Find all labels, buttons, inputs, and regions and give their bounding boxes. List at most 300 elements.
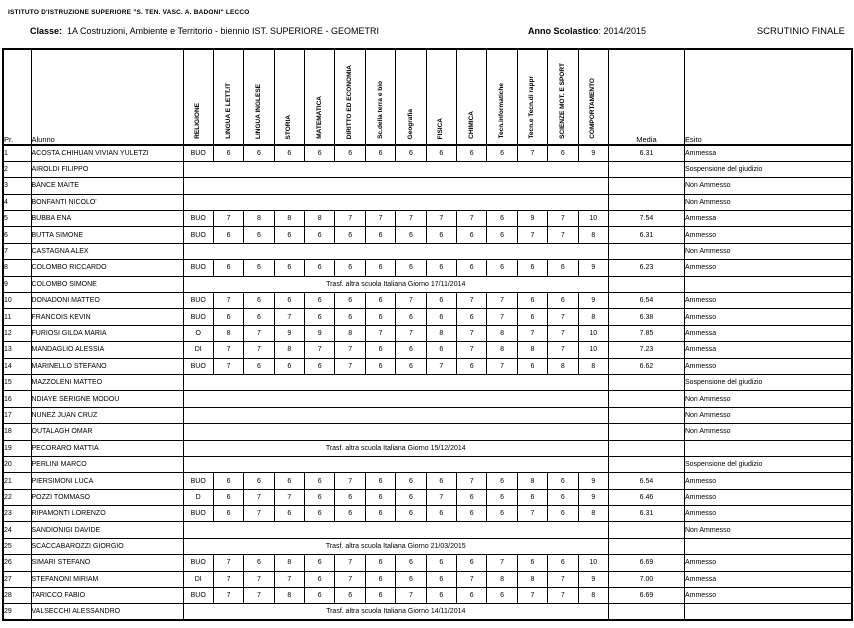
grade-cell: 6 bbox=[487, 211, 517, 227]
grade-cell: 6 bbox=[396, 555, 426, 571]
empty-grades-cell bbox=[183, 374, 608, 390]
table-row bbox=[3, 604, 852, 620]
student-name-cell: AIROLDI FILIPPO bbox=[31, 161, 183, 177]
subject-header-label: CHIMICA bbox=[467, 111, 475, 139]
table-row bbox=[3, 391, 852, 407]
grade-cell: 7 bbox=[517, 325, 547, 341]
empty-grades-cell bbox=[183, 161, 608, 177]
media-cell: 6.69 bbox=[608, 588, 684, 604]
grade-cell: 7 bbox=[213, 555, 243, 571]
media-cell: 6.23 bbox=[608, 260, 684, 276]
grade-cell: 9 bbox=[578, 293, 608, 309]
grade-cell: 6 bbox=[426, 473, 456, 489]
grade-cell: 7 bbox=[548, 227, 578, 243]
subject-header-label: Tecn.informatiche bbox=[498, 83, 506, 139]
table-row bbox=[3, 342, 852, 358]
esito-cell: Non Ammesso bbox=[684, 194, 852, 210]
grade-cell: 8 bbox=[548, 358, 578, 374]
grade-cell: 6 bbox=[365, 555, 395, 571]
esito-cell: Ammesso bbox=[684, 506, 852, 522]
table-row bbox=[3, 211, 852, 227]
subject-header bbox=[517, 49, 547, 145]
grade-cell: 6 bbox=[396, 571, 426, 587]
grade-cell: 6 bbox=[335, 227, 365, 243]
pr-cell: 5 bbox=[3, 211, 31, 227]
scrutinio-title: SCRUTINIO FINALE bbox=[756, 26, 845, 37]
subject-header-label: Geografia bbox=[406, 108, 414, 139]
grade-cell: 6 bbox=[274, 473, 304, 489]
grade-cell: 9 bbox=[578, 571, 608, 587]
pr-cell: 24 bbox=[3, 522, 31, 538]
subject-header-label: Tecn.e Tecn.di rappr bbox=[528, 76, 536, 139]
grade-cell: 6 bbox=[517, 309, 547, 325]
media-cell bbox=[608, 604, 684, 620]
grade-cell: 7 bbox=[487, 293, 517, 309]
subject-header bbox=[335, 49, 365, 145]
grade-cell: 6 bbox=[244, 293, 274, 309]
grade-cell: 6 bbox=[457, 489, 487, 505]
student-name-cell: NUNEZ JUAN CRUZ bbox=[31, 407, 183, 423]
esito-cell: Sospensione del giudizio bbox=[684, 374, 852, 390]
esito-cell: Ammessa bbox=[684, 571, 852, 587]
grade-cell: 6 bbox=[335, 489, 365, 505]
grade-cell: 6 bbox=[548, 260, 578, 276]
grade-cell: 7 bbox=[426, 489, 456, 505]
transfer-cell: Trasf. altra scuola Italiana Giorno 15/12/2014 bbox=[183, 440, 608, 456]
pr-cell: 13 bbox=[3, 342, 31, 358]
subject-header bbox=[305, 49, 335, 145]
school-name: ISTITUTO D'ISTRUZIONE SUPERIORE "S. TEN. VASC. A. BADONI" LECCO bbox=[8, 9, 250, 16]
grade-cell: BUO bbox=[183, 506, 213, 522]
esito-cell: Non Ammesso bbox=[684, 391, 852, 407]
media-cell: 7.23 bbox=[608, 342, 684, 358]
grade-cell: 7 bbox=[274, 489, 304, 505]
grade-cell: 10 bbox=[578, 211, 608, 227]
grade-cell: 7 bbox=[548, 571, 578, 587]
esito-cell: Ammesso bbox=[684, 489, 852, 505]
grade-cell: 7 bbox=[335, 342, 365, 358]
table-row bbox=[3, 538, 852, 554]
grade-cell: 7 bbox=[335, 555, 365, 571]
student-name-cell: MAZZOLENI MATTEO bbox=[31, 374, 183, 390]
subject-header-label: LINGUA E LETT.IT bbox=[224, 83, 232, 139]
subject-header bbox=[396, 49, 426, 145]
grade-cell: 8 bbox=[578, 227, 608, 243]
grade-cell: 6 bbox=[244, 309, 274, 325]
grade-cell: 7 bbox=[396, 325, 426, 341]
grade-cell: 6 bbox=[305, 489, 335, 505]
grade-cell: 8 bbox=[274, 588, 304, 604]
pr-cell: 22 bbox=[3, 489, 31, 505]
grades-table bbox=[2, 48, 853, 621]
media-cell bbox=[608, 424, 684, 440]
grade-cell: 6 bbox=[426, 293, 456, 309]
student-name-cell: STEFANONI MIRIAM bbox=[31, 571, 183, 587]
grade-cell: 6 bbox=[487, 506, 517, 522]
grade-cell: 6 bbox=[517, 358, 547, 374]
grade-cell: 7 bbox=[335, 571, 365, 587]
empty-grades-cell bbox=[183, 391, 608, 407]
pr-cell: 11 bbox=[3, 309, 31, 325]
esito-cell: Ammessa bbox=[684, 211, 852, 227]
student-name-cell: MANDAGLIO ALESSIA bbox=[31, 342, 183, 358]
grade-cell: 8 bbox=[274, 211, 304, 227]
table-row bbox=[3, 424, 852, 440]
grade-cell: 9 bbox=[578, 145, 608, 161]
empty-grades-cell bbox=[183, 424, 608, 440]
grade-cell: 6 bbox=[365, 571, 395, 587]
grade-cell: 6 bbox=[517, 260, 547, 276]
media-cell: 6.38 bbox=[608, 309, 684, 325]
media-cell bbox=[608, 522, 684, 538]
student-name-cell: NDIAYE SERIGNE MODOU bbox=[31, 391, 183, 407]
grade-cell: 6 bbox=[365, 506, 395, 522]
grade-cell: 6 bbox=[487, 473, 517, 489]
subject-header-label: COMPORTAMENTO bbox=[589, 78, 597, 139]
grade-cell: 6 bbox=[426, 260, 456, 276]
media-cell bbox=[608, 374, 684, 390]
grade-cell: 6 bbox=[396, 358, 426, 374]
grade-cell: 6 bbox=[396, 309, 426, 325]
grade-cell: 6 bbox=[335, 506, 365, 522]
esito-cell: Ammesso bbox=[684, 588, 852, 604]
grade-cell: 8 bbox=[487, 571, 517, 587]
grade-cell: 6 bbox=[548, 506, 578, 522]
grade-cell: 7 bbox=[305, 342, 335, 358]
subject-header bbox=[213, 49, 243, 145]
subject-header-label: Sc.della terra e bio bbox=[376, 81, 384, 139]
esito-cell: Ammessa bbox=[684, 145, 852, 161]
grade-cell: 6 bbox=[396, 489, 426, 505]
table-row bbox=[3, 588, 852, 604]
grade-cell: 6 bbox=[396, 342, 426, 358]
grade-cell: 7 bbox=[548, 342, 578, 358]
grade-cell: 6 bbox=[305, 506, 335, 522]
grade-cell: 9 bbox=[517, 211, 547, 227]
grade-cell: 9 bbox=[578, 473, 608, 489]
esito-cell: Non Ammesso bbox=[684, 243, 852, 259]
grade-cell: 6 bbox=[517, 489, 547, 505]
subject-header-label: RELIGIONE bbox=[194, 103, 202, 139]
grade-cell: 7 bbox=[244, 325, 274, 341]
student-name-cell: BUBBA ENA bbox=[31, 211, 183, 227]
table-row bbox=[3, 161, 852, 177]
esito-cell bbox=[684, 276, 852, 292]
class-line bbox=[30, 26, 379, 36]
media-cell: 6.31 bbox=[608, 145, 684, 161]
grade-cell: 7 bbox=[213, 588, 243, 604]
student-name-cell: CASTAGNA ALEX bbox=[31, 243, 183, 259]
esito-cell: Ammesso bbox=[684, 309, 852, 325]
grade-cell: 6 bbox=[548, 555, 578, 571]
grade-cell: BUO bbox=[183, 555, 213, 571]
esito-cell: Sospensione del giudizio bbox=[684, 456, 852, 472]
student-name-cell: BONFANTI NICOLO' bbox=[31, 194, 183, 210]
grade-cell: 6 bbox=[274, 260, 304, 276]
pr-cell: 27 bbox=[3, 571, 31, 587]
empty-grades-cell bbox=[183, 243, 608, 259]
grade-cell: 8 bbox=[578, 358, 608, 374]
grade-cell: 6 bbox=[365, 309, 395, 325]
grade-cell: 6 bbox=[426, 309, 456, 325]
grade-cell: 7 bbox=[487, 358, 517, 374]
table-row bbox=[3, 473, 852, 489]
grade-cell: 6 bbox=[457, 309, 487, 325]
grade-cell: 7 bbox=[274, 309, 304, 325]
school-year-label: Anno Scolastico bbox=[528, 26, 599, 36]
media-cell: 6.54 bbox=[608, 473, 684, 489]
grade-cell: 6 bbox=[305, 555, 335, 571]
grade-cell: 6 bbox=[396, 506, 426, 522]
table-row bbox=[3, 407, 852, 423]
grade-cell: 8 bbox=[335, 325, 365, 341]
class-value: 1A Costruzioni, Ambiente e Territorio - biennio IST. SUPERIORE - GEOMETRI bbox=[67, 26, 379, 36]
grade-cell: 6 bbox=[365, 489, 395, 505]
table-row bbox=[3, 293, 852, 309]
grade-cell: DI bbox=[183, 342, 213, 358]
grade-cell: 6 bbox=[426, 342, 456, 358]
pr-cell: 8 bbox=[3, 260, 31, 276]
grade-cell: 6 bbox=[244, 358, 274, 374]
table-row bbox=[3, 555, 852, 571]
grade-cell: 6 bbox=[213, 145, 243, 161]
media-cell: 6.54 bbox=[608, 293, 684, 309]
grade-cell: 6 bbox=[426, 555, 456, 571]
grade-cell: 7 bbox=[457, 325, 487, 341]
grade-cell: 6 bbox=[274, 358, 304, 374]
grade-cell: 6 bbox=[305, 358, 335, 374]
grade-cell: 7 bbox=[365, 211, 395, 227]
media-cell: 7.54 bbox=[608, 211, 684, 227]
grade-cell: 6 bbox=[305, 145, 335, 161]
grade-cell: BUO bbox=[183, 473, 213, 489]
grade-cell: 6 bbox=[396, 260, 426, 276]
subject-header bbox=[244, 49, 274, 145]
student-name-cell: SIMARI STEFANO bbox=[31, 555, 183, 571]
esito-cell: Ammesso bbox=[684, 555, 852, 571]
empty-grades-cell bbox=[183, 194, 608, 210]
grade-cell: 7 bbox=[396, 293, 426, 309]
empty-grades-cell bbox=[183, 522, 608, 538]
pr-cell: 6 bbox=[3, 227, 31, 243]
student-name-cell: BANCE MAITE bbox=[31, 178, 183, 194]
grade-cell: 7 bbox=[244, 342, 274, 358]
pr-cell: 21 bbox=[3, 473, 31, 489]
subject-header-label: DIRITTO ED ECONOMIA bbox=[346, 64, 354, 139]
pr-cell: 26 bbox=[3, 555, 31, 571]
table-row bbox=[3, 456, 852, 472]
grade-cell: BUO bbox=[183, 588, 213, 604]
grade-cell: 8 bbox=[578, 588, 608, 604]
table-row bbox=[3, 145, 852, 161]
esito-cell: Ammesso bbox=[684, 227, 852, 243]
transfer-cell: Trasf. altra scuola Italiana Giorno 14/11/2014 bbox=[183, 604, 608, 620]
grade-cell: 6 bbox=[426, 145, 456, 161]
table-row bbox=[3, 276, 852, 292]
grade-cell: 6 bbox=[335, 145, 365, 161]
student-name-cell: SCACCABAROZZI GIORGIO bbox=[31, 538, 183, 554]
table-row bbox=[3, 227, 852, 243]
pr-cell: 17 bbox=[3, 407, 31, 423]
grade-cell: 7 bbox=[213, 358, 243, 374]
grade-cell: 9 bbox=[274, 325, 304, 341]
media-cell bbox=[608, 407, 684, 423]
grade-cell: 6 bbox=[335, 588, 365, 604]
grade-cell: 7 bbox=[396, 588, 426, 604]
subject-header bbox=[548, 49, 578, 145]
grade-cell: 6 bbox=[305, 571, 335, 587]
grade-cell: 6 bbox=[487, 145, 517, 161]
table-row bbox=[3, 325, 852, 341]
student-name-cell: RIPAMONTI LORENZO bbox=[31, 506, 183, 522]
transfer-cell: Trasf. altra scuola Italiana Giorno 17/11/2014 bbox=[183, 276, 608, 292]
grade-cell: 6 bbox=[244, 227, 274, 243]
esito-cell: Non Ammesso bbox=[684, 407, 852, 423]
esito-cell: Ammesso bbox=[684, 293, 852, 309]
grade-cell: 7 bbox=[457, 342, 487, 358]
table-row bbox=[3, 260, 852, 276]
esito-header: Esito bbox=[684, 49, 852, 145]
student-name-cell: PECORARO MATTIA bbox=[31, 440, 183, 456]
table-row bbox=[3, 522, 852, 538]
pr-cell: 14 bbox=[3, 358, 31, 374]
pr-cell: 29 bbox=[3, 604, 31, 620]
pr-cell: 2 bbox=[3, 161, 31, 177]
pr-cell: 4 bbox=[3, 194, 31, 210]
grade-cell: 6 bbox=[548, 293, 578, 309]
table-row bbox=[3, 571, 852, 587]
grade-cell: 6 bbox=[305, 293, 335, 309]
grade-cell: 6 bbox=[457, 145, 487, 161]
student-name-cell: POZZI TOMMASO bbox=[31, 489, 183, 505]
grade-cell: 6 bbox=[365, 227, 395, 243]
transfer-cell: Trasf. altra scuola Italiana Giorno 21/03/2015 bbox=[183, 538, 608, 554]
grade-cell: 6 bbox=[365, 145, 395, 161]
pr-cell: 10 bbox=[3, 293, 31, 309]
grade-cell: BUO bbox=[183, 293, 213, 309]
grade-cell: 6 bbox=[213, 227, 243, 243]
pr-cell: 12 bbox=[3, 325, 31, 341]
grade-cell: 7 bbox=[213, 293, 243, 309]
grade-cell: 6 bbox=[335, 309, 365, 325]
grade-cell: 6 bbox=[244, 555, 274, 571]
grade-cell: 6 bbox=[365, 293, 395, 309]
grade-cell: 7 bbox=[244, 506, 274, 522]
grade-cell: 8 bbox=[213, 325, 243, 341]
esito-cell: Ammessa bbox=[684, 342, 852, 358]
grade-cell: 6 bbox=[213, 309, 243, 325]
grade-cell: 7 bbox=[457, 211, 487, 227]
grade-cell: 8 bbox=[487, 342, 517, 358]
grade-cell: 7 bbox=[487, 309, 517, 325]
pr-cell: 9 bbox=[3, 276, 31, 292]
empty-grades-cell bbox=[183, 178, 608, 194]
school-year-line bbox=[528, 26, 646, 36]
table-row bbox=[3, 374, 852, 390]
grade-cell: 10 bbox=[578, 325, 608, 341]
media-cell bbox=[608, 161, 684, 177]
grade-cell: 7 bbox=[487, 555, 517, 571]
grade-cell: 7 bbox=[426, 211, 456, 227]
grade-cell: 7 bbox=[457, 473, 487, 489]
grade-cell: 6 bbox=[365, 342, 395, 358]
report-subheader bbox=[0, 26, 854, 40]
grade-cell: 7 bbox=[244, 571, 274, 587]
grade-cell: 8 bbox=[274, 555, 304, 571]
subject-header bbox=[426, 49, 456, 145]
subject-header bbox=[487, 49, 517, 145]
student-name-cell: MARINELLO STEFANO bbox=[31, 358, 183, 374]
subject-header-label: SCIENZE MOT. E SPORT bbox=[558, 63, 566, 139]
grade-cell: 7 bbox=[335, 473, 365, 489]
table-header-row bbox=[3, 49, 852, 145]
subject-header bbox=[365, 49, 395, 145]
student-name-cell: VALSECCHI ALESSANDRO bbox=[31, 604, 183, 620]
table-row bbox=[3, 309, 852, 325]
grade-cell: 6 bbox=[305, 260, 335, 276]
media-cell: 6.62 bbox=[608, 358, 684, 374]
grade-cell: 6 bbox=[274, 227, 304, 243]
subject-header bbox=[274, 49, 304, 145]
subject-header-label: MATEMATICA bbox=[315, 96, 323, 139]
esito-cell bbox=[684, 440, 852, 456]
grade-cell: 8 bbox=[517, 571, 547, 587]
grade-cell: 7 bbox=[213, 571, 243, 587]
empty-grades-cell bbox=[183, 407, 608, 423]
grade-cell: 7 bbox=[244, 489, 274, 505]
pr-cell: 7 bbox=[3, 243, 31, 259]
subject-header-label: STORIA bbox=[285, 114, 293, 139]
student-name-cell: PIERSIMONI LUCA bbox=[31, 473, 183, 489]
esito-cell: Ammesso bbox=[684, 473, 852, 489]
grade-cell: 6 bbox=[213, 260, 243, 276]
grade-cell: 6 bbox=[335, 293, 365, 309]
grade-cell: 6 bbox=[244, 260, 274, 276]
grade-cell: 7 bbox=[457, 571, 487, 587]
grade-cell: 6 bbox=[457, 506, 487, 522]
grade-cell: 6 bbox=[457, 588, 487, 604]
student-name-cell: BUTTA SIMONE bbox=[31, 227, 183, 243]
table-row bbox=[3, 506, 852, 522]
esito-cell: Ammesso bbox=[684, 358, 852, 374]
table-row bbox=[3, 358, 852, 374]
grade-cell: D bbox=[183, 489, 213, 505]
media-cell bbox=[608, 276, 684, 292]
subject-header-label: LINGUA INGLESE bbox=[254, 83, 262, 139]
grade-cell: 8 bbox=[517, 473, 547, 489]
media-cell bbox=[608, 456, 684, 472]
media-cell bbox=[608, 243, 684, 259]
alunno-header: Alunno bbox=[31, 49, 183, 145]
grade-cell: 6 bbox=[487, 260, 517, 276]
subject-header bbox=[578, 49, 608, 145]
grade-cell: 6 bbox=[335, 260, 365, 276]
grade-cell: 6 bbox=[213, 473, 243, 489]
grade-cell: 8 bbox=[517, 342, 547, 358]
grade-cell: 7 bbox=[517, 227, 547, 243]
media-header: Media bbox=[608, 49, 684, 145]
esito-cell: Non Ammesso bbox=[684, 424, 852, 440]
student-name-cell: FRANCOIS KEVIN bbox=[31, 309, 183, 325]
grade-cell: 6 bbox=[274, 506, 304, 522]
media-cell: 6.46 bbox=[608, 489, 684, 505]
grade-cell: 7 bbox=[335, 358, 365, 374]
student-name-cell: PERLINI MARCO bbox=[31, 456, 183, 472]
pr-cell: 23 bbox=[3, 506, 31, 522]
grade-cell: 7 bbox=[517, 145, 547, 161]
table-row bbox=[3, 194, 852, 210]
esito-cell: Ammesso bbox=[684, 260, 852, 276]
